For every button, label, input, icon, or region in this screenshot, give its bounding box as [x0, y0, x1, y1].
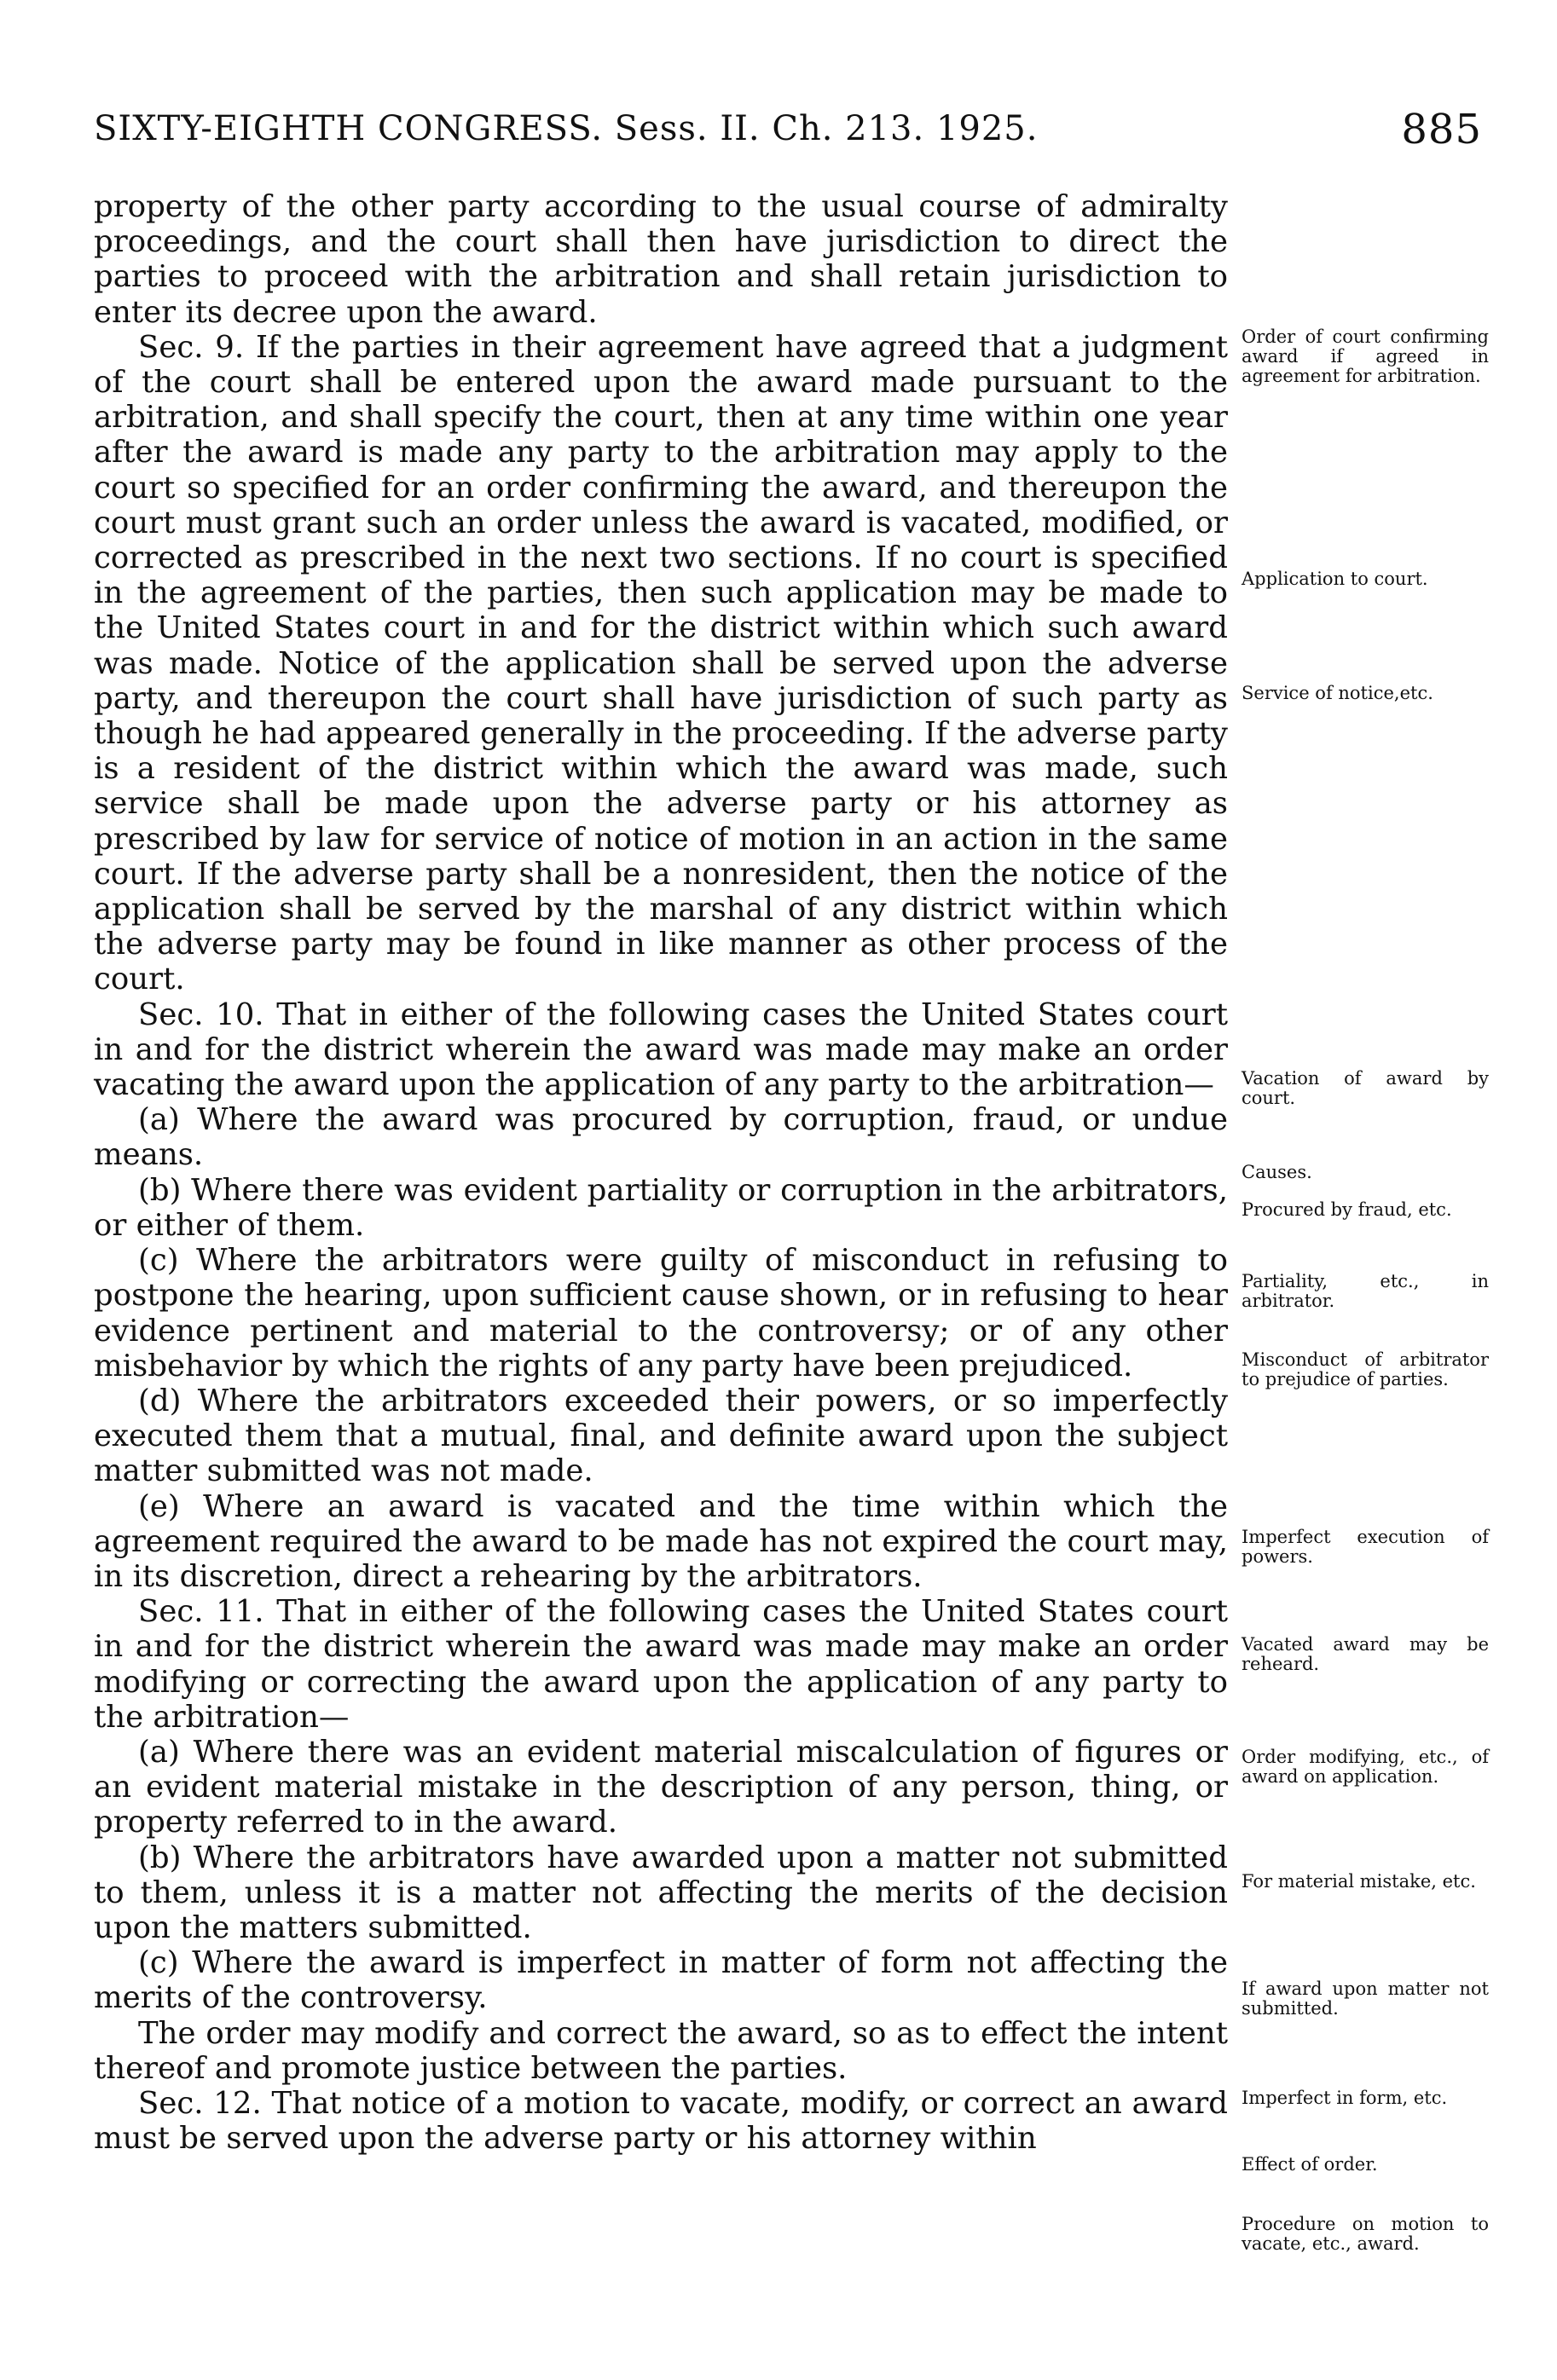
margin-note-imperfect-form: Imperfect in form, etc. [1242, 2088, 1448, 2108]
clause-10d: (d) Where the arbitrators exceeded their powers, or so imperfectly executed them that a mutual, final, and definite award upon the subject matter submitted was not made. [94, 1383, 1228, 1489]
paragraph-sec-10: Sec. 10. That in either of the following cases the United States court in and for the district wherein the award was made may make an order vacating the award upon the application of any party to the arbitration— [94, 996, 1228, 1103]
page-number: 885 [1401, 106, 1482, 153]
paragraph-sec-9: Sec. 9. If the parties in their agreement have agreed that a judgment of the court shall be entered upon the award made pursuant to the arbitration, and shall specify the court, then at any time within one year after the award is made any party to the arbitration may apply to the court so specified for an order confirming the award, and thereupon the court must grant such an order unless the award is vacated, modified, or corrected as prescribed in the next two sections. If no court is specified in the agreement of the parties, then such application may be made to the United States court in and for the district within which such award was made. Notice of the application shall be served upon the adverse party, and thereupon the court shall have jurisdiction of such party as though he had appeared generally in the proceeding. If the adverse party is a resident of the district within which the award was made, such service shall be made upon the adverse party or his attorney as prescribed by law for service of notice of motion in an action in the same court. If the adverse party shall be a nonresident, then the notice of the application shall be served by the marshal of any district within which the adverse party may be found in like manner as other process of the court. [94, 329, 1228, 997]
margin-note-causes: Causes. [1242, 1162, 1312, 1182]
margin-note-application: Application to court. [1242, 569, 1428, 589]
clause-10a: (a) Where the award was procured by corruption, fraud, or undue means. [94, 1102, 1228, 1173]
clause-11a: (a) Where there was an evident material miscalculation of figures or an evident material mistake in the description of any person, thing, or property referred to in the award. [94, 1734, 1228, 1840]
paragraph-order-effect: The order may modify and correct the award, so as to effect the intent thereof and promote justice between the parties. [94, 2015, 1228, 2086]
paragraph-sec-12: Sec. 12. That notice of a motion to vacate, modify, or correct an award must be served upon the adverse party or his attorney within [94, 2085, 1228, 2157]
paragraph-admiralty-continuation: property of the other party according to the usual course of admiralty proceedings, and the court shall then have jurisdiction to direct the parties to proceed with the arbitration and shall retain jurisdiction to enter its decree upon the award. [94, 189, 1228, 330]
margin-note-modifying: Order modifying, etc., of award on application. [1242, 1747, 1489, 1787]
paragraph-sec-11: Sec. 11. That in either of the following cases the United States court in and for the district wherein the award was made may make an order modifying or correcting the award upon the application of any party to the arbitration— [94, 1594, 1228, 1735]
clause-10e: (e) Where an award is vacated and the time within which the agreement required the award to be made has not expired the court may, in its discretion, direct a rehearing by the arbitrators. [94, 1488, 1228, 1594]
margin-note-misconduct: Misconduct of arbitrator to prejudice of parties. [1242, 1349, 1489, 1389]
clause-11c: (c) Where the award is imperfect in matter of form not affecting the merits of the controversy. [94, 1945, 1228, 2016]
margin-note-partiality: Partiality, etc., in arbitrator. [1242, 1271, 1489, 1311]
margin-note-not-submitted: If award upon matter not submitted. [1242, 1979, 1489, 2019]
margin-note-vacation: Vacation of award by court. [1242, 1068, 1489, 1108]
margin-note-confirming-award: Order of court confirming award if agreed in agreement for arbitration. [1242, 326, 1489, 386]
clause-11b: (b) Where the arbitrators have awarded upon a matter not submitted to them, unless it is a matter not affecting the merits of the decision upon the matters submitted. [94, 1840, 1228, 1945]
running-head: SIXTY-EIGHTH CONGRESS. Sess. II. Ch. 213. 1925. [94, 109, 1039, 148]
margin-note-rehearing: Vacated award may be reheard. [1242, 1634, 1489, 1674]
margin-note-fraud: Procured by fraud, etc. [1242, 1199, 1452, 1220]
body-text [94, 189, 1228, 2156]
margin-note-effect-of-order: Effect of order. [1242, 2154, 1378, 2175]
margin-note-procedure: Procedure on motion to vacate, etc., award. [1242, 2214, 1489, 2254]
margin-note-imperfect-execution: Imperfect execution of powers. [1242, 1527, 1489, 1567]
margin-note-mistake: For material mistake, etc. [1242, 1871, 1476, 1892]
clause-10c: (c) Where the arbitrators were guilty of misconduct in refusing to postpone the hearing, upon sufficient cause shown, or in refusing to hear evidence pertinent and material to the controversy; or of any other misbehavior by which the rights of any party have been prejudiced. [94, 1243, 1228, 1384]
clause-10b: (b) Where there was evident partiality or corruption in the arbitrators, or either of them. [94, 1172, 1228, 1243]
page-header [94, 106, 1482, 160]
margin-note-service: Service of notice,etc. [1242, 683, 1433, 703]
